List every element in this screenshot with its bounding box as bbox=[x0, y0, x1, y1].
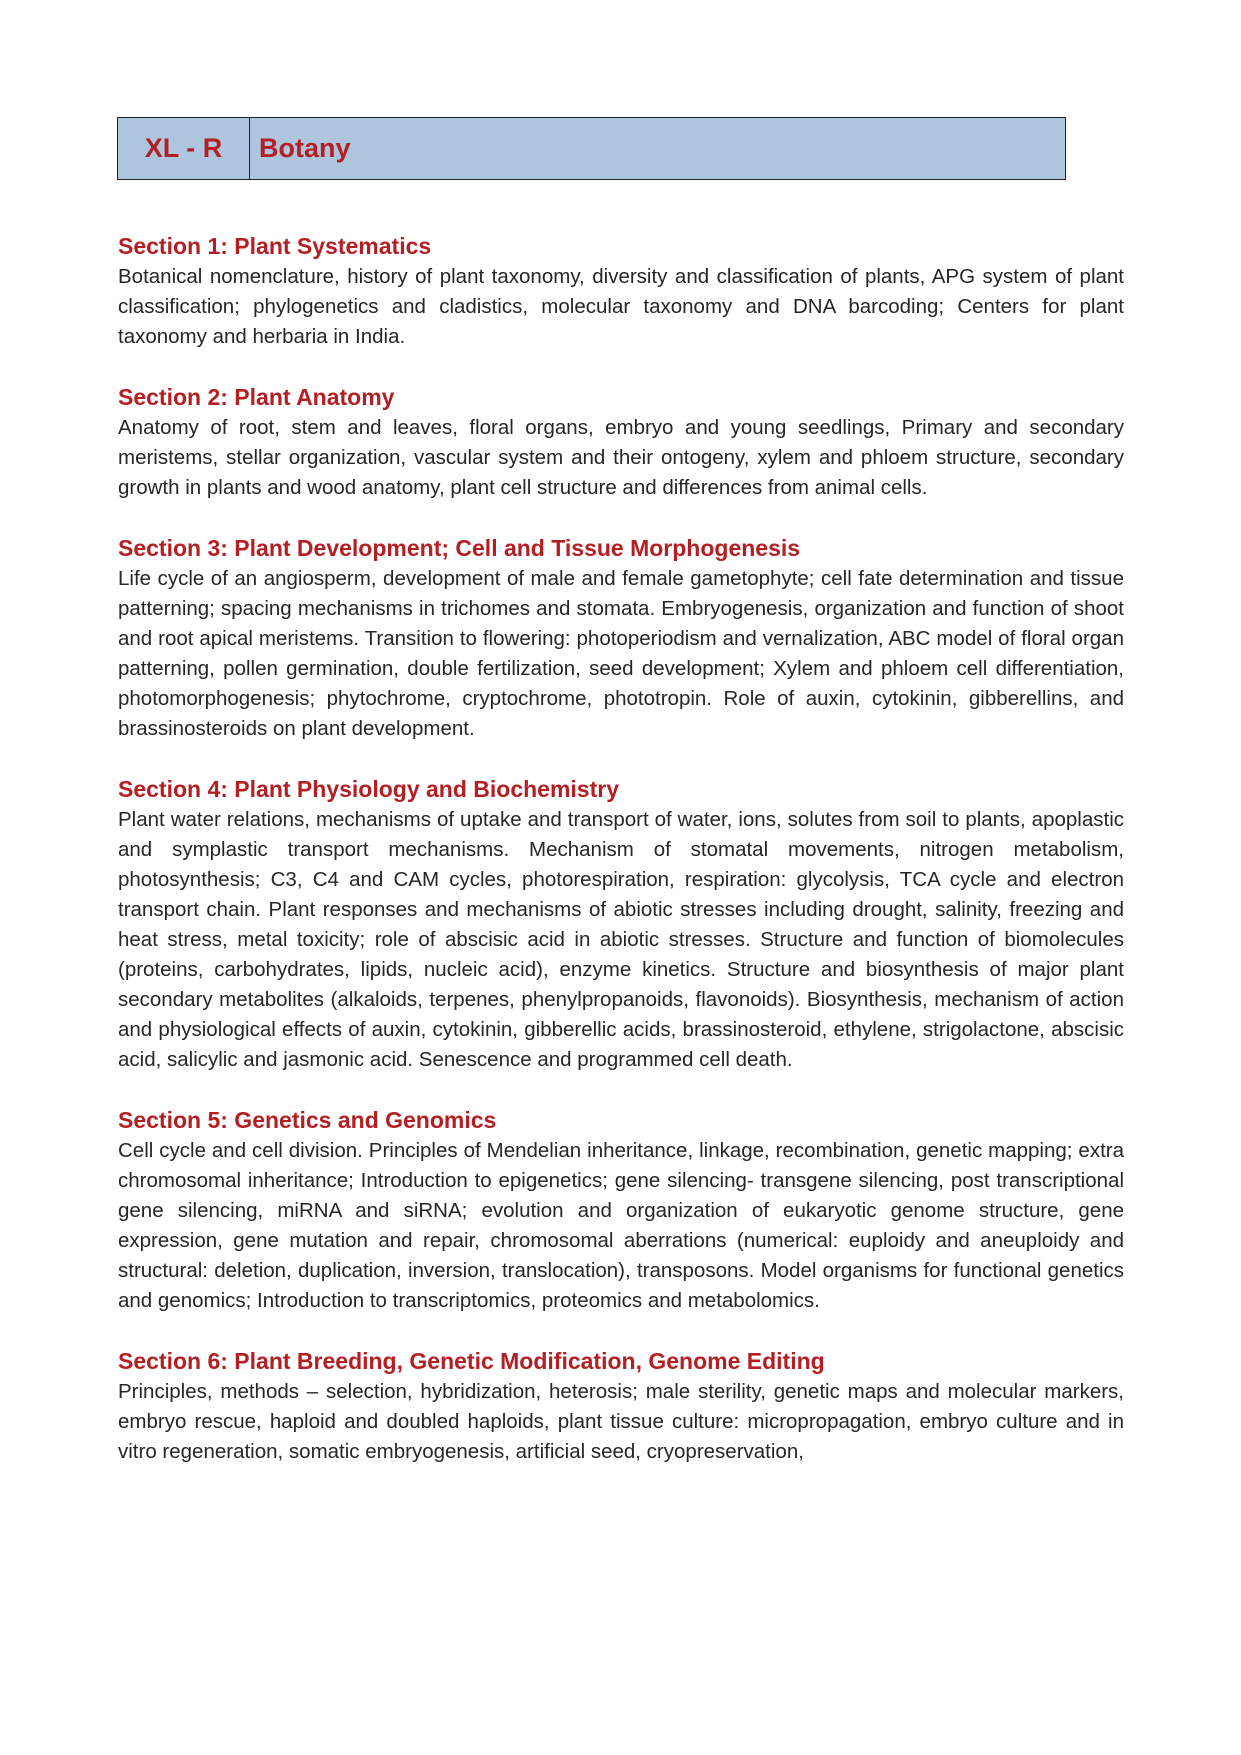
section-title: Section 3: Plant Development; Cell and Tissue Morphogenesis bbox=[118, 535, 801, 561]
section-3 bbox=[118, 533, 1124, 744]
section-body: Principles, methods – selection, hybridization, heterosis; male sterility, genetic maps and molecular markers, embryo rescue, haploid and doubled haploids, plant tissue culture: micropropagation, embryo culture and in vitro regeneration, somatic embryogenesis, artificial seed, cryopreservation, bbox=[118, 1380, 1124, 1463]
section-body: Anatomy of root, stem and leaves, floral organs, embryo and young seedlings, Primary and secondary meristems, stellar organization, vascular system and their ontogeny, xylem and phloem structure, secondary growth in plants and wood anatomy, plant cell structure and differences from animal cells. bbox=[118, 416, 1124, 499]
paper-subject: Botany bbox=[259, 133, 351, 163]
paper-code: XL - R bbox=[118, 118, 250, 179]
section-title: Section 6: Plant Breeding, Genetic Modification, Genome Editing bbox=[118, 1348, 825, 1374]
syllabus-content bbox=[118, 231, 1124, 1497]
syllabus-header bbox=[117, 117, 1066, 180]
section-5 bbox=[118, 1105, 1124, 1316]
section-body: Life cycle of an angiosperm, development of male and female gametophyte; cell fate determination and tissue patterning; spacing mechanisms in trichomes and stomata. Embryogenesis, organization and function of shoot and root apical meristems. Transition to flowering: photoperiodism and vernalization, ABC model of floral organ patterning, pollen germination, double fertilization, seed development; Xylem and phloem cell differentiation, photomorphogenesis; phytochrome, cryptochrome, phototropin. Role of auxin, cytokinin, gibberellins, and brassinosteroids on plant development. bbox=[118, 567, 1124, 740]
section-1 bbox=[118, 231, 1124, 352]
section-title: Section 5: Genetics and Genomics bbox=[118, 1107, 497, 1133]
section-body: Plant water relations, mechanisms of uptake and transport of water, ions, solutes from soil to plants, apoplastic and symplastic transport mechanisms. Mechanism of stomatal movements, nitrogen metabolism, photosynthesis; C3, C4 and CAM cycles, photorespiration, respiration: glycolysis, TCA cycle and electron transport chain. Plant responses and mechanisms of abiotic stresses including drought, salinity, freezing and heat stress, metal toxicity; role of abscisic acid in abiotic stresses. Structure and function of biomolecules (proteins, carbohydrates, lipids, nucleic acid), enzyme kinetics. Structure and biosynthesis of major plant secondary metabolites (alkaloids, terpenes, phenylpropanoids, flavonoids). Biosynthesis, mechanism of action and physiological effects of auxin, cytokinin, gibberellic acids, brassinosteroid, ethylene, strigolactone, abscisic acid, salicylic and jasmonic acid. Senescence and programmed cell death. bbox=[118, 808, 1124, 1071]
section-4 bbox=[118, 774, 1124, 1075]
section-2 bbox=[118, 382, 1124, 503]
section-title: Section 1: Plant Systematics bbox=[118, 233, 432, 259]
section-6 bbox=[118, 1346, 1124, 1467]
section-title: Section 4: Plant Physiology and Biochemistry bbox=[118, 776, 620, 802]
section-body: Cell cycle and cell division. Principles of Mendelian inheritance, linkage, recombination, genetic mapping; extra chromosomal inheritance; Introduction to epigenetics; gene silencing- transgene silencing, post transcriptional gene silencing, miRNA and siRNA; evolution and organization of eukaryotic genome structure, gene expression, gene mutation and repair, chromosomal aberrations (numerical: euploidy and aneuploidy and structural: deletion, duplication, inversion, translocation), transposons. Model organisms for functional genetics and genomics; Introduction to transcriptomics, proteomics and metabolomics. bbox=[118, 1139, 1124, 1312]
section-body: Botanical nomenclature, history of plant taxonomy, diversity and classification of plants, APG system of plant classification; phylogenetics and cladistics, molecular taxonomy and DNA barcoding; Centers for plant taxonomy and herbaria in India. bbox=[118, 265, 1124, 348]
section-title: Section 2: Plant Anatomy bbox=[118, 384, 395, 410]
